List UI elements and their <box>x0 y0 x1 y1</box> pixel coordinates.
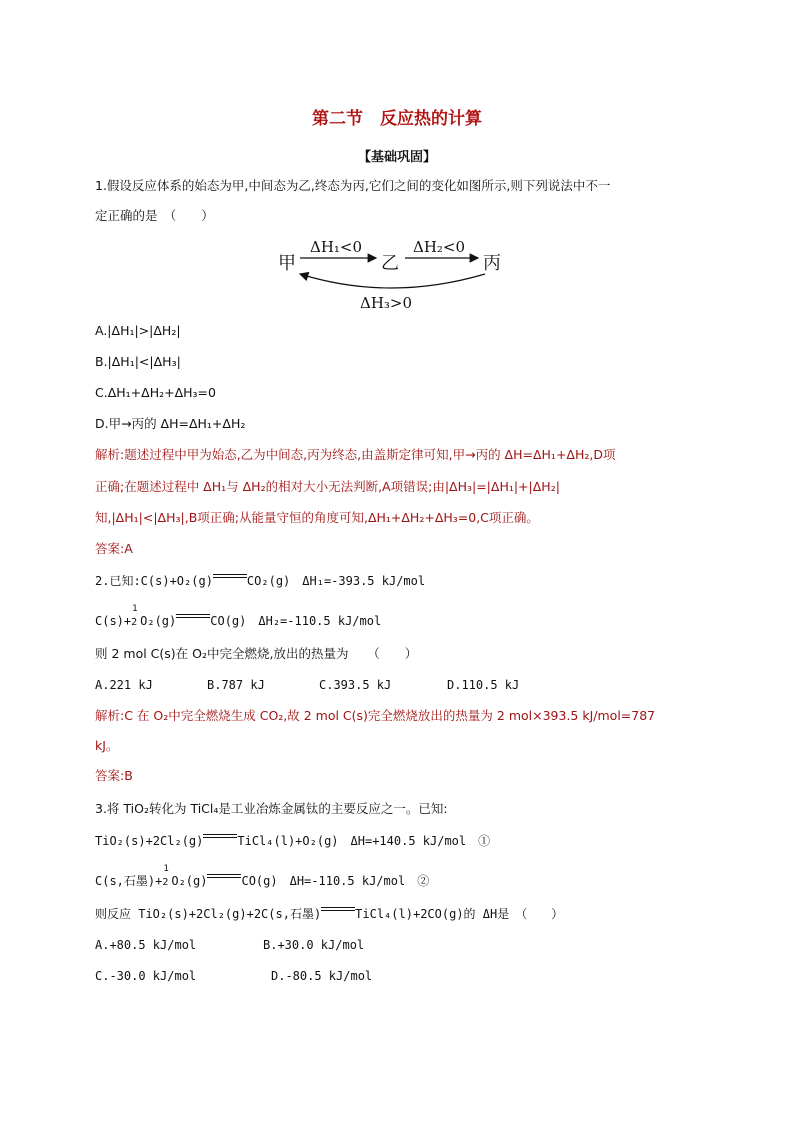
q1-option-b: B.|ΔH₁|<|ΔH₃| <box>95 354 181 369</box>
q3-eq2-right: CO(g) ΔH=-110.5 kJ/mol ② <box>241 874 430 888</box>
q1-stem-line2: 定正确的是 （ ） <box>95 208 214 223</box>
q2-question: 则 2 mol C(s)在 O₂中完全燃烧,放出的热量为 （ ） <box>95 646 418 661</box>
q1-option-d: D.甲→丙的 ΔH=ΔH₁+ΔH₂ <box>95 416 246 431</box>
q1-energy-diagram <box>270 232 530 312</box>
q2-explanation-line2: kJ。 <box>95 738 119 753</box>
q3-reaction-2 <box>95 864 430 892</box>
label-dh2: ΔH₂<0 <box>413 238 466 256</box>
state-yi: 乙 <box>381 253 399 274</box>
q3-option-d: D.-80.5 kJ/mol <box>271 969 373 983</box>
q2-option-b: B.787 kJ <box>207 678 265 692</box>
equals-sign <box>213 574 247 580</box>
equals-sign <box>176 614 210 620</box>
q2-eq2-o2: O₂(g) <box>140 614 177 628</box>
q3-options-row1 <box>95 936 364 954</box>
q1-explanation-line1: 解析:题述过程中甲为始态,乙为中间态,丙为终态,由盖斯定律可知,甲→丙的 ΔH=ΔH₁+ΔH₂,D项 <box>95 447 616 462</box>
state-bing: 丙 <box>483 253 501 274</box>
section-heading: 【基础巩固】 <box>357 150 436 165</box>
q3-eq1-left: TiO₂(s)+2Cl₂(g) <box>95 834 204 848</box>
q3-question-left: 则反应 TiO₂(s)+2Cl₂(g)+2C(s,石墨) <box>95 907 322 921</box>
q3-eq1-right: TiCl₄(l)+O₂(g) ΔH=+140.5 kJ/mol ① <box>237 834 491 848</box>
page-title: 第二节 反应热的计算 <box>312 109 482 129</box>
equals-sign <box>321 907 355 913</box>
q1-answer: 答案:A <box>95 541 133 556</box>
q3-reaction-1 <box>95 832 490 850</box>
arrow-bing-to-jia <box>300 274 485 288</box>
q3-stem: 3.将 TiO₂转化为 TiCl₄是工业冶炼金属钛的主要反应之一。已知: <box>95 801 448 816</box>
q3-eq2-left: C(s,石墨)+ <box>95 874 163 888</box>
q1-option-a: A.|ΔH₁|>|ΔH₂| <box>95 323 181 338</box>
equals-sign <box>207 874 241 880</box>
state-jia: 甲 <box>278 253 296 274</box>
q2-option-a: A.221 kJ <box>95 678 153 692</box>
q2-option-c: C.393.5 kJ <box>319 678 392 692</box>
q1-stem-line1: 1.假设反应体系的始态为甲,中间态为乙,终态为丙,它们之间的变化如图所示,则下列说法中不一 <box>95 178 611 193</box>
q3-options-row2 <box>95 967 372 985</box>
q1-explanation-line2: 正确;在题述过程中 ΔH₁与 ΔH₂的相对大小无法判断,A项错误;由|ΔH₃|=|ΔH₁|+|ΔH₂| <box>95 479 560 494</box>
q2-given-line1 <box>95 572 425 590</box>
q1-option-c: C.ΔH₁+ΔH₂+ΔH₃=0 <box>95 385 216 400</box>
q3-option-b: B.+30.0 kJ/mol <box>263 938 365 952</box>
q2-eq2-left: C(s)+ <box>95 614 132 628</box>
q3-option-c: C.-30.0 kJ/mol <box>95 969 197 983</box>
half-fraction: 1 2 <box>162 864 169 888</box>
q2-options <box>95 676 519 694</box>
q2-explanation-line1: 解析:C 在 O₂中完全燃烧生成 CO₂,故 2 mol C(s)完全燃烧放出的热量为 2 mol×393.5 kJ/mol=787 <box>95 708 656 723</box>
q3-option-a: A.+80.5 kJ/mol <box>95 938 197 952</box>
q2-given-line2 <box>95 604 382 632</box>
q1-diagram-svg <box>270 232 530 312</box>
q3-question-right: TiCl₄(l)+2CO(g)的 ΔH是 （ ） <box>355 907 564 921</box>
label-dh1: ΔH₁<0 <box>310 238 363 256</box>
q2-eq2-right: CO(g) ΔH₂=-110.5 kJ/mol <box>210 614 382 628</box>
half-fraction: 1 2 <box>131 604 138 628</box>
q2-option-d: D.110.5 kJ <box>447 678 520 692</box>
q2-eq1-left: 2.已知:C(s)+O₂(g) <box>95 574 213 588</box>
equals-sign <box>203 834 237 840</box>
q2-eq1-right: CO₂(g) ΔH₁=-393.5 kJ/mol <box>246 574 426 588</box>
q1-explanation-line3: 知,|ΔH₁|<|ΔH₃|,B项正确;从能量守恒的角度可知,ΔH₁+ΔH₂+ΔH₃=0,C项正确。 <box>95 510 539 525</box>
q2-answer: 答案:B <box>95 768 133 783</box>
q3-question <box>95 905 563 923</box>
q3-eq2-o2: O₂(g) <box>171 874 208 888</box>
label-dh3: ΔH₃>0 <box>360 294 413 312</box>
